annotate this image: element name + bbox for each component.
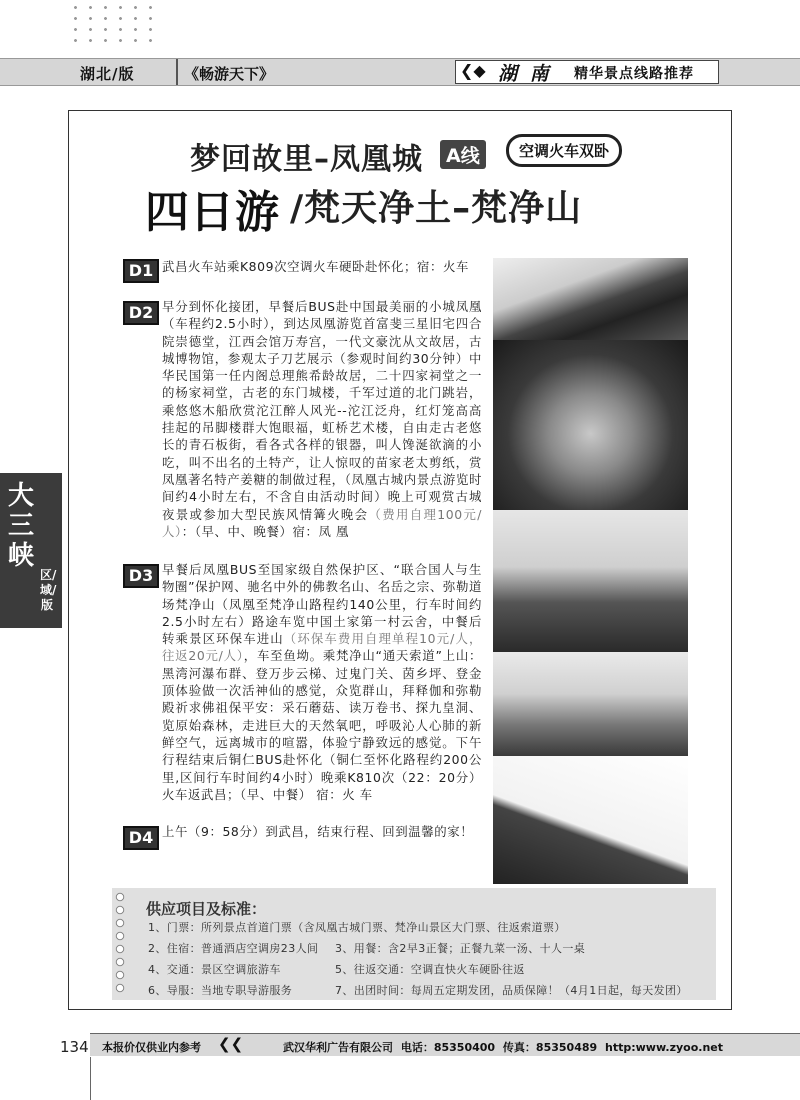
fee-note: （费用自理100元/人） [162,506,483,539]
section-label: 湖北/版 [80,65,135,83]
page-number: 134 [60,1038,89,1056]
day-text-2: 早分到怀化接团，早餐后BUS赴中国最美丽的小城凤凰（车程约2.5小时），到达凤凰游览首富斐三星旧宅四合院崇德堂，江西会馆万寿宫，一代文豪沈从文故居，古城博物馆，参观太子刀艺展示（参观时间约30分钟）中华民国第一任内阁总理熊希龄故居，二十四家祠堂之一的杨家祠堂，古老的东门城楼，千军过道的北门跳岩，乘悠悠木船欣赏沱江醉人风光--沱江泛舟，红灯笼高高挂起的吊脚楼群大饱眼福，虹桥艺术楼，自由走古老悠长的青石板街，看各式各样的银器，叫人馋涎欲滴的小吃，叫不出名的土特产，让人惊叹的苗家老太剪纸，赏凤凰著名特产姜糖的制做过程，（凤凰古城内景点游览时间约4小时左右，不含自由活动时间）晚上可观赏古城夜景或参加大型民族风情篝火晚会（费用自理100元/人）：（早、中、晚餐）宿：凤 凰 [162,299,483,539]
fee-note: （环保车费用自理单程10元/人，往返20元/人） [162,631,482,664]
province-banner [455,60,719,84]
photo-temple-roof [493,756,688,884]
title-line1: 梦回故里–凤凰城 [190,142,423,177]
side-label-sub: 区/域/版 [40,568,57,612]
day-badge-3: D3 [123,564,159,588]
side-tab [0,473,62,628]
day-text-3: 早餐后凤凰BUS至国家级自然保护区、“联合国人与生物圈”保护网、驰名中外的佛教名山、名岳之宗、弥勒道场梵净山（凤凰至梵净山路程约140公里，行车时间约2.5小时左右）路途车览中国土家第一村云舍，中餐后转乘景区环保车进山（环保车费用自理单程10元/人，往返20元/人），车至鱼坳。乘梵净山“通天索道”上山：黑湾河瀑布群、登万步云梯、过鬼门关、茵乡坪、登金顶体验做一次活神仙的感觉，众览群山，拜释伽和弥勒殿祈求佛祖保平安：采石蘑菇、读万卷书、探九皇洞、览原始森林，走进巨大的天然氧吧，呼吸沁人心肺的新鲜空气，远离城市的喧嚣，体验宁静致远的感觉。下午行程结束后铜仁BUS赴怀化（铜仁至怀化路程约200公里,区间行车时间约4小时）晚乘K810次（22：20分）火车返武昌；（早、中餐） 宿：火 车 [162,562,482,802]
day-text-1: 武昌火车站乘K809次空调火车硬卧赴怀化；宿：火车 [162,259,469,274]
route-badge: A线 [440,140,486,169]
supply-item: 5、往返交通：空调直快火车硬卧往返 [335,963,525,976]
day-badge-1: D1 [123,259,159,283]
footer-contact: 武汉华利广告有限公司 电话：85350400 传真：85350489 http:www.zyoo.net [283,1041,723,1054]
spiral-binding-icon [110,892,138,996]
supply-title: 供应项目及标准： [146,900,267,918]
day-badge-4: D4 [123,826,159,850]
photo-golden-monkey [493,340,688,510]
supply-item: 3、用餐：含2早3正餐；正餐九菜一汤、十人一桌 [335,942,586,955]
photo-mountain-clouds [493,258,688,340]
photo-mountain-peak [493,510,688,652]
title-duration: 四日游 [145,187,280,238]
recommend-label: 精华景点线路推荐 [574,66,694,82]
magazine-title: 《畅游天下》 [184,65,275,83]
footer-note: 本报价仅供业内参考 [102,1041,201,1054]
supply-item: 2、住宿：普通酒店空调房23人间 [148,942,319,955]
day-badge-2: D2 [123,301,159,325]
footer-arrow-icon: ❮❮ [218,1035,244,1053]
supply-item: 4、交通：景区空调旅游车 [148,963,281,976]
province-name: 湖 南 [498,63,552,85]
supply-item: 7、出团时间：每周五定期发团，品质保障！（4月1日起，每天发团） [335,984,688,997]
supply-item: 6、导服：当地专职导游服务 [148,984,293,997]
header-divider [176,59,178,85]
photo-mushroom-rock [493,652,688,756]
header-bar [0,58,800,86]
title-line3: /梵天净土–梵净山 [290,188,583,229]
arrow-left-icon: ❮◆ [460,61,486,80]
side-label-main: 大三峡 [7,481,34,571]
footer-divider [90,1057,91,1100]
day-text-4: 上午（9：58分）到武昌，结束行程、回到温馨的家！ [162,824,474,839]
supply-item: 1、门票：所列景点首道门票（含凤凰古城门票、梵净山景区大门票、往返索道票） [148,921,566,934]
decorative-dots [68,2,160,46]
train-badge: 空调火车双卧 [506,134,622,167]
